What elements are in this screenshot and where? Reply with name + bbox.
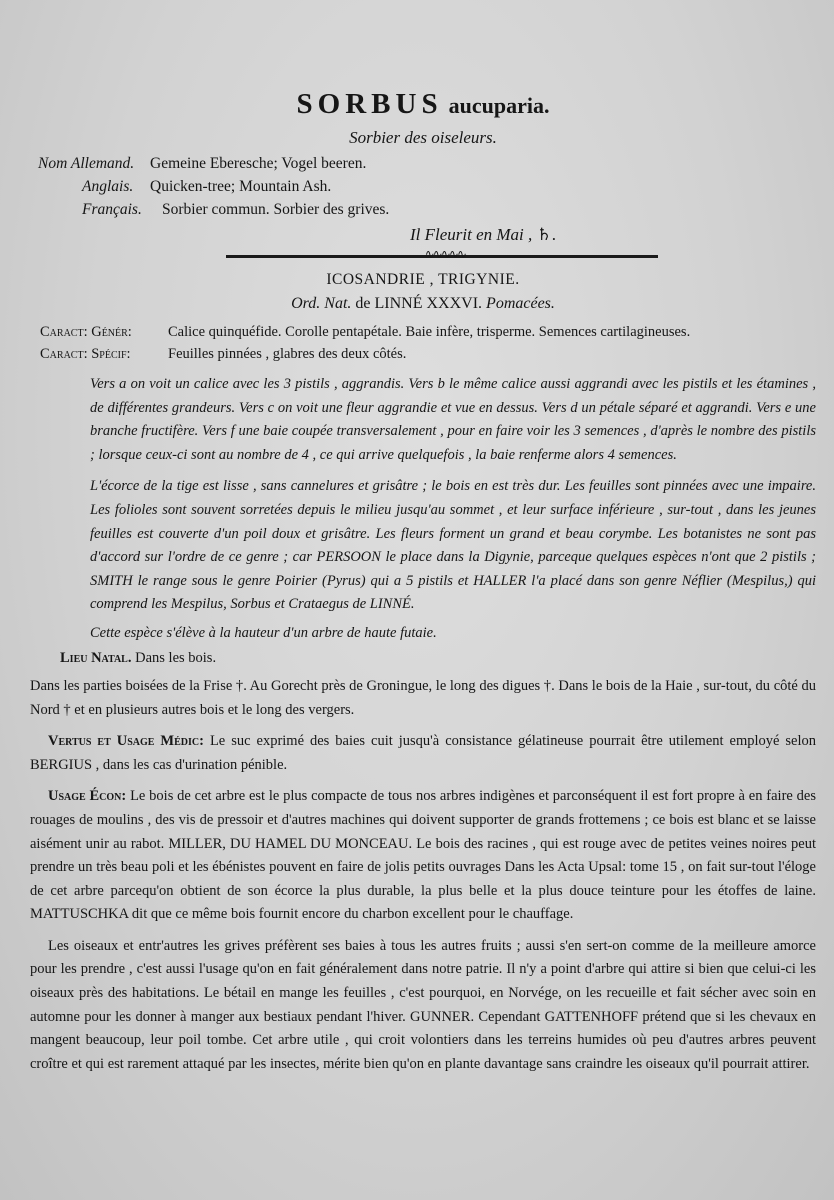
name-value: Quicken-tree; Mountain Ash. (150, 178, 332, 195)
name-row-german (38, 152, 816, 175)
name-label: Français. (82, 201, 142, 218)
medical-uses-label: Vertus et Usage Médic: (48, 733, 204, 750)
locality-paragraph: Dans les parties boisées de la Frise †. Au Gorecht près de Groningue, le long des digues †. Dans le bois de la Haie , sur-tout, du côté du Nord † et en plusieurs autres bois et le long des vergers. (30, 677, 816, 718)
ornamental-divider (226, 247, 658, 261)
description-paragraph: L'écorce de la tige est lisse , sans cannelures et grisâtre ; le bois en est très dur. Les feuilles sont pinnées avec une impaire. Les folioles sont souvent sorretées depuis le milieu jusqu'au sommet , et leur surface inférieure , sur-tout , dans les jeunes feuilles est couverte d'un poil doux et grisâtre. Les fleurs forment un grand et beau corymbe. Les botanistes ne sont pas d'accord sur l'ordre de ce genre ; car PERSOON le place dans la Digynie, parceque quelques espèces n'ont que 2 pistils ; SMITH le range sous le genre Poirier (Pyrus) qui a 5 pistils et HALLER l'a placé dans son genre Néflier (Mespilus,) qui comprend les Mespilus, Sorbus et Crataegus de LINNÉ. (90, 478, 816, 613)
page-title (30, 82, 816, 126)
economic-uses-paragraph (30, 785, 816, 927)
species-name: aucuparia. (448, 93, 550, 118)
native-place-label: Lieu Natal. (60, 649, 132, 666)
genus-name: SORBUS (296, 88, 443, 120)
economic-uses-text: Le bois de cet arbre est le plus compacte de tous nos arbres indigènes et parconséquent il est fort propre à en faire des rouages de moulins , des vis de pressoir et d'autres machines qui doivent supporter de grands frottemens ; ce bois est blanc et se laisse aisément unir au rabot. MILLER, DU HAMEL DU MONCEAU. Le bois des racines , qui est rouge avec de petites veines noires peut prendre un très beau poli et les ébénistes pouvent en faire de jolis petits ouvrages Dans les Acta Upsal: tome 15 , on fait sur-tout l'éloge de cet arbre parcequ'on obtient de son écorce la plus durable, la plus belle et la plus douce teinture pour les étoffes de laine. MATTUSCHKA dit que ce même bois fournit encore du charbon excellent pour le chauffage. (30, 788, 816, 923)
order-middle: de LINNÉ XXXVI. (351, 295, 487, 312)
flowering-text: Il Fleurit en Mai , (409, 225, 533, 244)
perennial-symbol: ♄. (536, 225, 557, 244)
medical-uses-text: Le suc exprimé des baies cuit jusqu'à consistance gélatineuse pourrait être utilement employé selon BERGIUS , dans les cas d'urination pénible. (30, 733, 817, 773)
linnaean-class: ICOSANDRIE , TRIGYNIE. (326, 271, 520, 288)
name-row-english (38, 175, 816, 198)
figure-legend-paragraph: Vers a on voit un calice avec les 3 pistils , aggrandis. Vers b le même calice aussi aggrandi avec les pistils et les étamines , de différentes grandeurs. Vers c on voit une fleur aggrandie et vue en dessus. Vers d un pétale séparé et aggrandi. Vers e une branche fructifère. Vers f une baie coupée transversalement , pour en faire voir les 3 semences , d'après le nombre des pistils ; lorsque ceux-ci sont au nombre de 4 , ce qui arrive quelquefois , la baie renferme alors 4 semences. (90, 376, 816, 463)
name-value: Sorbier commun. Sorbier des grives. (162, 201, 390, 218)
medical-uses-paragraph (30, 730, 816, 777)
order-suffix: Pomacées. (486, 295, 555, 312)
characters-value: Feuilles pinnées , glabres des deux côtés. (168, 346, 407, 362)
characters-generic (40, 321, 816, 343)
divider-ornament-icon: ∿∿∿∿∿ (424, 247, 465, 261)
name-row-french (38, 198, 816, 221)
characters-label: Caract: Spécif: (40, 346, 131, 362)
order-prefix: Ord. Nat. (291, 295, 352, 312)
vernacular-names (38, 152, 816, 221)
native-place (60, 650, 816, 667)
name-label: Nom Allemand. (38, 155, 135, 172)
name-label: Anglais. (82, 178, 134, 195)
height-note: Cette espèce s'élève à la hauteur d'un arbre de haute futaie. (90, 624, 437, 641)
characters-specific (40, 343, 816, 365)
characters-label: Caract: Génér: (40, 324, 132, 340)
natural-order (30, 295, 816, 313)
characters-value: Calice quinquéfide. Corolle pentapétale. Baie infère, trisperme. Semences cartilagineuses. (168, 324, 691, 340)
flowering-line (150, 225, 816, 245)
birds-paragraph: Les oiseaux et entr'autres les grives préfèrent ses baies à tous les autres fruits ; aussi s'en sert-on comme de la meilleure amorce pour les prendre , c'est aussi l'usage qu'on en fait généralement dans notre patrie. Il n'y a point d'arbre qui attire si bien que celui-ci les oiseaux près des habitations. Le bétail en mange les feuilles , c'est pourquoi, en Norvége, on les recueille et fait sécher avec soin en automne pour les donner à manger aux bestiaux pendant l'hiver. GUNNER. Cependant GATTENHOFF prétend que si les chevaux en mangent beaucoup, leur poil tombe. Cet arbre utile , qui croit volontiers dans les terreins humides où peu d'autres arbres peuvent croître et qui est rarement attaqué par les insectes, mérite bien qu'on en plante davantage sans craindre les oiseaux qu'il pourrait attirer. (30, 937, 816, 1072)
economic-uses-label: Usage Écon: (48, 788, 127, 805)
name-value: Gemeine Eberesche; Vogel beeren. (150, 155, 367, 172)
common-name-subtitle: Sorbier des oiseleurs. (349, 128, 497, 147)
native-place-value: Dans les bois. (135, 649, 217, 666)
